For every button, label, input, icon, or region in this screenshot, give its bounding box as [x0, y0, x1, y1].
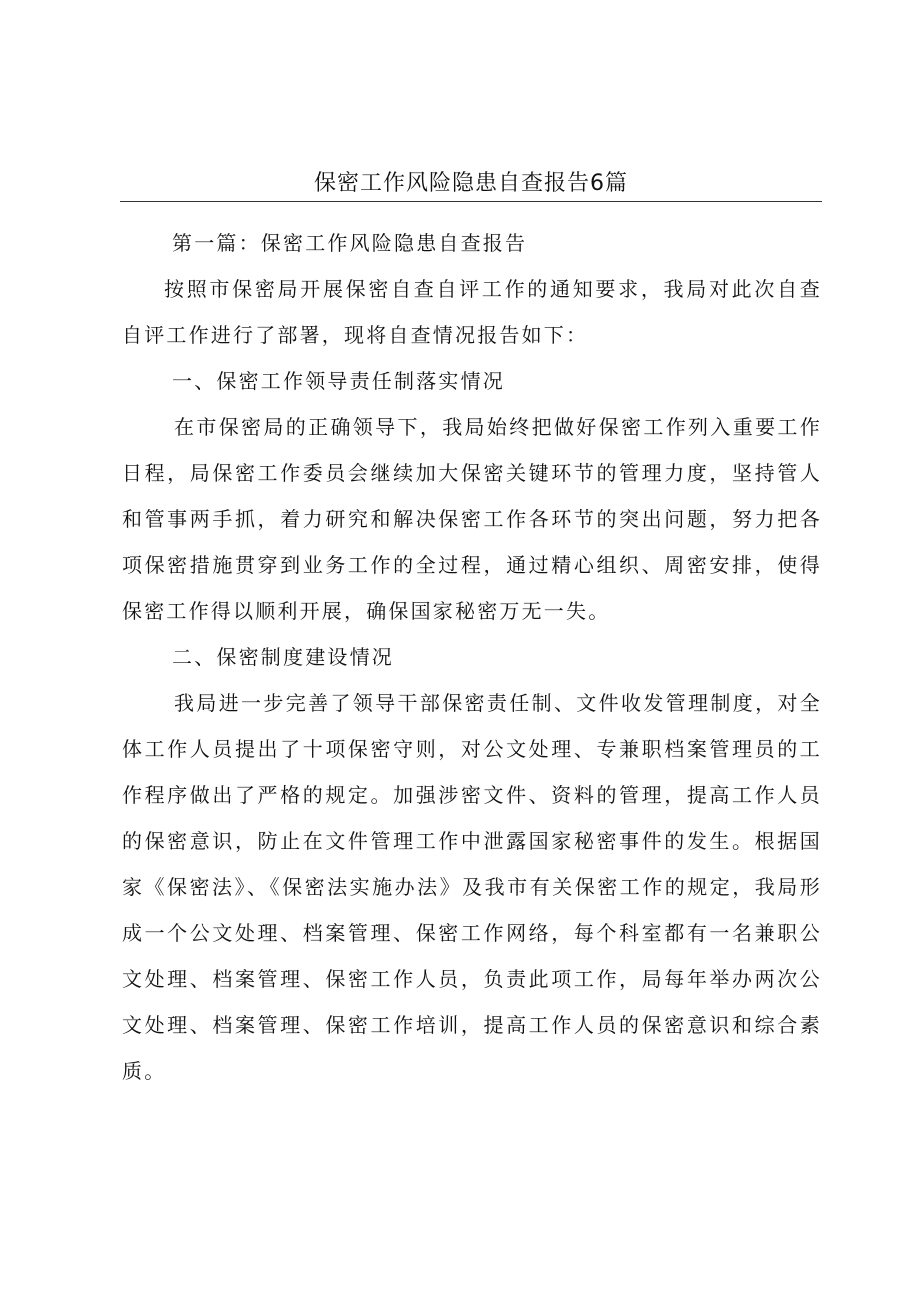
document-title: 保密工作风险隐患自查报告6篇 [314, 171, 628, 196]
section-1-heading: 一、保密工作领导责任制落实情况 [172, 369, 505, 393]
intro-paragraph: 按照市保密局开展保密自查自评工作的通知要求，我局对此次自查自评工作进行了部署，现将自查情况报告如下： [122, 277, 822, 347]
document-body [122, 220, 822, 1094]
section-1-paragraph: 在市保密局的正确领导下，我局始终把做好保密工作列入重要工作日程，局保密工作委员会继续加大保密关键环节的管理力度，坚持管人和管事两手抓，着力研究和解决保密工作各环节的突出问题，努力把各项保密措施贯穿到业务工作的全过程，通过精心组织、周密安排，使得保密工作得以顺利开展，确保国家秘密万无一失。 [122, 415, 822, 623]
section-2-paragraph: 我局进一步完善了领导干部保密责任制、文件收发管理制度，对全体工作人员提出了十项保密守则，对公文处理、专兼职档案管理员的工作程序做出了严格的规定。加强涉密文件、资料的管理，提高工作人员的保密意识，防止在文件管理工作中泄露国家秘密事件的发生。根据国家《保密法》、《保密法实施办法》及我市有关保密工作的规定，我局形成一个公文处理、档案管理、保密工作网络，每个科室都有一名兼职公文处理、档案管理、保密工作人员，负责此项工作，局每年举办两次公文处理、档案管理、保密工作培训，提高工作人员的保密意识和综合素质。 [122, 691, 822, 1083]
chapter-heading: 第一篇：保密工作风险隐患自查报告 [172, 231, 528, 255]
section-2-heading: 二、保密制度建设情况 [172, 645, 394, 669]
title-underline [120, 201, 822, 202]
